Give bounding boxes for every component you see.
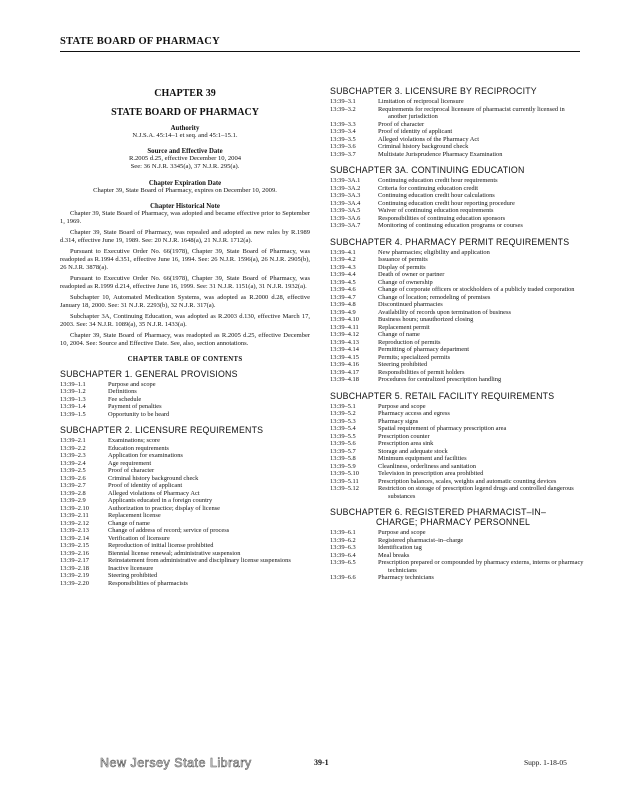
section-title: Alleged violations of the Pharmacy Act	[378, 135, 479, 143]
section-number: 13:39–2.10	[60, 504, 89, 512]
section-number: 13:39–2.18	[60, 564, 89, 572]
toc-entry[interactable]	[60, 467, 310, 475]
subchapter-block	[330, 507, 585, 582]
section-number: 13:39–4.8	[330, 301, 356, 308]
section-number: 13:39–5.5	[330, 432, 356, 440]
toc-entry[interactable]	[330, 346, 585, 354]
section-number: 13:39–1.3	[60, 395, 86, 403]
toc-entry[interactable]	[60, 490, 310, 498]
section-title: Proof of identity of applicant	[108, 482, 183, 490]
toc-entry[interactable]	[330, 463, 585, 471]
section-title: Alleged violations of Pharmacy Act	[108, 489, 200, 497]
section-title: Steering prohibited	[108, 572, 158, 580]
section-title: Prescription counter	[378, 432, 430, 440]
history-paragraph: Subchapter 3A, Continuing Education, was adopted as R.2003 d.130, effective March 17, 2003. See: 34 N.J.R. 1089(a), 35 N.J.R. 1433(a).	[60, 312, 310, 328]
toc-entry[interactable]	[330, 544, 585, 552]
section-number: 13:39–5.12	[330, 485, 359, 492]
toc-entry[interactable]	[60, 550, 310, 558]
subchapter-heading: SUBCHAPTER 3. LICENSURE BY RECIPROCITY	[330, 86, 537, 96]
section-title: Prescription balances, scales, weights and automatic counting devices	[378, 477, 557, 485]
toc-entry[interactable]	[330, 98, 585, 106]
toc-entry[interactable]	[330, 192, 585, 200]
toc-title: CHAPTER TABLE OF CONTENTS	[127, 355, 243, 363]
toc-entry[interactable]	[330, 354, 585, 362]
toc-entry[interactable]	[330, 552, 585, 560]
toc-entry[interactable]	[60, 475, 310, 483]
section-title: Change of location; remodeling of premises	[378, 293, 491, 301]
toc-entry[interactable]	[60, 452, 310, 460]
section-title: Restriction on storage of prescription legend drugs and controlled dangerous substances	[378, 485, 574, 500]
expiration-text: Chapter 39, State Board of Pharmacy, expires on December 10, 2009.	[93, 186, 277, 194]
section-number: 13:39–4.5	[330, 278, 356, 286]
section-title: Application for examinations	[108, 452, 183, 460]
toc-entry[interactable]	[330, 301, 585, 309]
toc-entry[interactable]	[60, 505, 310, 513]
toc-entry[interactable]	[330, 207, 585, 215]
toc-entry[interactable]	[330, 256, 585, 264]
section-title: Reproduction of initial license prohibited	[108, 542, 214, 550]
section-number: 13:39–4.9	[330, 308, 356, 316]
section-number: 13:39–2.2	[60, 444, 86, 452]
section-number: 13:39–2.5	[60, 467, 86, 475]
toc-entry[interactable]	[330, 215, 585, 223]
chapter-number: CHAPTER 39	[154, 88, 216, 99]
supplement-date: Supp. 1-18-05	[524, 758, 567, 767]
toc-entry[interactable]	[330, 537, 585, 545]
section-number: 13:39–4.1	[330, 248, 356, 256]
toc-entry[interactable]	[330, 177, 585, 185]
historical-notes	[60, 210, 310, 348]
section-title: Verification of licensure	[108, 534, 170, 542]
section-title: Responsibilities of pharmacists	[108, 579, 188, 587]
section-number: 13:39–5.9	[330, 462, 356, 470]
history-paragraph: Chapter 39, State Board of Pharmacy, was adopted and became effective prior to September 1, 1969.	[60, 209, 310, 225]
section-title: Cleanliness, orderliness and sanitation	[378, 462, 476, 470]
section-number: 13:39–2.7	[60, 482, 86, 490]
section-number: 13:39–4.4	[330, 271, 356, 278]
history-paragraph: Chapter 39, State Board of Pharmacy, was readopted as R.2005 d.25, effective December 10, 2004. See: Source and Effective Date. See, also, section annotations.	[60, 331, 310, 347]
subchapter-heading: SUBCHAPTER 2. LICENSURE REQUIREMENTS	[60, 425, 264, 436]
section-number: 13:39–2.13	[60, 527, 89, 535]
toc-entry[interactable]	[330, 485, 585, 500]
toc-entry[interactable]	[330, 249, 585, 257]
section-title: Storage and adequate stock	[378, 447, 448, 455]
toc-entry[interactable]	[60, 497, 310, 505]
section-number: 13:39–2.1	[60, 437, 86, 445]
section-number: 13:39–3.6	[330, 143, 356, 150]
section-title: Prescription prepared or compounded by pharmacy externs, interns or pharmacy technicians	[378, 559, 584, 574]
section-title: Continuing education credit hour reporting procedure	[378, 199, 515, 207]
section-title: Limitation of reciprocal licensure	[378, 98, 464, 105]
section-title: Inactive licensure	[108, 564, 154, 572]
section-title: Continuing education credit hour calculations	[378, 192, 495, 199]
section-title: Criteria for continuing education credit	[378, 184, 479, 192]
toc-entry[interactable]	[60, 512, 310, 520]
subchapter-block	[60, 425, 310, 587]
toc-entry[interactable]	[60, 445, 310, 453]
toc-entry[interactable]	[60, 572, 310, 580]
toc-entry[interactable]	[330, 455, 585, 463]
section-number: 13:39–3A.7	[330, 222, 361, 229]
section-number: 13:39–4.3	[330, 263, 356, 271]
toc-entry[interactable]	[330, 185, 585, 193]
toc-entry[interactable]	[330, 529, 585, 537]
toc-entry[interactable]	[60, 437, 310, 445]
toc-entry[interactable]	[330, 376, 585, 384]
section-number: 13:39–4.7	[330, 293, 356, 301]
section-title: Pharmacy signs	[378, 417, 419, 425]
section-number: 13:39–3.1	[330, 98, 356, 105]
section-title: Proof of identity of applicant	[378, 128, 453, 135]
toc-entry[interactable]	[60, 460, 310, 468]
section-number: 13:39–4.6	[330, 286, 356, 293]
section-number: 13:39–4.2	[330, 256, 356, 263]
subchapter-heading: SUBCHAPTER 5. RETAIL FACILITY REQUIREMENTS	[330, 390, 555, 401]
toc-entry[interactable]	[330, 136, 585, 144]
toc-entry[interactable]	[330, 200, 585, 208]
section-title: Reinstatement from administrative and disciplinary license suspensions	[108, 557, 291, 565]
subchapter-block	[60, 369, 310, 419]
section-title: Replacement license	[108, 512, 161, 520]
section-number: 13:39–5.2	[330, 410, 356, 417]
toc-entry[interactable]	[330, 143, 585, 151]
section-number: 13:39–6.6	[330, 574, 356, 581]
section-title: Discontinued pharmacies	[378, 301, 443, 308]
section-number: 13:39–2.14	[60, 534, 89, 542]
section-number: 13:39–4.11	[330, 323, 359, 331]
subchapter-block	[330, 165, 585, 230]
section-number: 13:39–3.5	[330, 135, 356, 143]
subchapter-block	[330, 237, 585, 384]
toc-entry[interactable]	[330, 559, 585, 574]
section-title: Permits; specialized permits	[378, 353, 451, 361]
section-number: 13:39–5.7	[330, 447, 356, 455]
toc-entry[interactable]	[330, 418, 585, 426]
section-number: 13:39–5.6	[330, 440, 356, 447]
section-number: 13:39–3A.5	[330, 207, 361, 214]
toc-entry[interactable]	[60, 557, 310, 565]
section-number: 13:39–2.8	[60, 489, 86, 497]
section-title: Payment of penalties	[108, 403, 162, 411]
toc-entry[interactable]	[330, 470, 585, 478]
toc-entry[interactable]	[330, 286, 585, 294]
authority-text: N.J.S.A. 45:14–1 et seq. and 45:1–15.1.	[132, 132, 238, 139]
section-number: 13:39–6.3	[330, 544, 356, 551]
section-number: 13:39–5.4	[330, 425, 356, 432]
section-number: 13:39–2.4	[60, 459, 86, 467]
section-title: Meal breaks	[378, 551, 410, 559]
section-title: Change of name	[378, 331, 420, 338]
history-paragraph: Pursuant to Executive Order No. 66(1978), Chapter 39, State Board of Pharmacy, was readopted as R.1994 d.351, effective June 16, 1994. See: 26 N.J.R. 1596(a), 26 N.J.R. 2905(b), 26 N.J.R. 3878(a).	[60, 247, 310, 271]
section-title: Purpose and scope	[378, 529, 426, 536]
toc-entry[interactable]	[60, 403, 310, 411]
section-title: Procedures for centralized prescription handling	[378, 376, 502, 383]
subchapter-heading: SUBCHAPTER 4. PHARMACY PERMIT REQUIREMENTS	[330, 236, 570, 247]
toc-entry[interactable]	[330, 309, 585, 317]
section-number: 13:39–5.1	[330, 402, 356, 410]
section-title: Fee schedule	[108, 395, 142, 403]
history-heading: Chapter Historical Note	[150, 202, 220, 210]
section-number: 13:39–4.10	[330, 316, 359, 323]
section-number: 13:39–6.5	[330, 559, 356, 566]
section-title: Permitting of pharmacy department	[378, 346, 470, 353]
section-title: Registered pharmacist–in–charge	[378, 536, 464, 544]
subchapter-heading: SUBCHAPTER 3A. CONTINUING EDUCATION	[330, 165, 525, 175]
history-paragraph: Subchapter 10, Automated Medication Systems, was adopted as R.2000 d.28, effective January 18, 2000. See: 31 N.J.R. 2293(b), 32 N.J.R. 317(a).	[60, 293, 310, 309]
toc-right	[330, 86, 585, 582]
section-number: 13:39–6.2	[330, 536, 356, 544]
toc-entry[interactable]	[60, 542, 310, 550]
toc-entry[interactable]	[330, 440, 585, 448]
toc-entry[interactable]	[330, 121, 585, 129]
section-number: 13:39–5.3	[330, 417, 356, 425]
history-paragraph: Pursuant to Executive Order No. 66(1978), Chapter 39, State Board of Pharmacy, was readopted as R.1999 d.214, effective June 16, 1999. See: 31 N.J.R. 1151(a), 31 N.J.R. 1932(a).	[60, 274, 310, 290]
section-title: Change of corporate officers or stockholders of a publicly traded corporation	[378, 286, 575, 293]
section-number: 13:39–2.19	[60, 572, 89, 580]
toc-entry[interactable]	[330, 433, 585, 441]
toc-entry[interactable]	[330, 324, 585, 332]
toc-entry[interactable]	[330, 106, 585, 121]
toc-left	[60, 369, 310, 588]
library-watermark: New Jersey State Library	[100, 756, 252, 770]
toc-entry[interactable]	[60, 396, 310, 404]
subchapter-block	[330, 86, 585, 158]
section-title: Proof of character	[108, 467, 155, 475]
toc-entry[interactable]	[330, 264, 585, 272]
toc-entry[interactable]	[60, 520, 310, 528]
section-number: 13:39–4.12	[330, 331, 359, 338]
section-title: Biennial license renewal; administrative suspension	[108, 549, 241, 557]
section-number: 13:39–1.4	[60, 403, 86, 411]
section-number: 13:39–4.14	[330, 346, 359, 353]
source-line-2: See: 36 N.J.R. 3345(a), 37 N.J.R. 295(a).	[130, 163, 240, 171]
history-paragraph: Chapter 39, State Board of Pharmacy, was repealed and adopted as new rules by R.1989 d.314, effective June 19, 1989. See: 20 N.J.R. 1648(a), 21 N.J.R. 1712(a).	[60, 228, 310, 244]
section-number: 13:39–1.1	[60, 380, 86, 388]
toc-entry[interactable]	[330, 222, 585, 230]
section-title: Display of permits	[378, 263, 426, 271]
section-title: Responsibilities of permit holders	[378, 368, 465, 376]
left-column	[60, 88, 310, 594]
toc-entry[interactable]	[60, 527, 310, 535]
section-number: 13:39–4.17	[330, 368, 359, 376]
toc-entry[interactable]	[60, 381, 310, 389]
section-number: 13:39–1.2	[60, 388, 86, 396]
section-title: Authorization to practice; display of license	[108, 504, 220, 512]
section-title: Television in prescription area prohibited	[378, 470, 484, 477]
section-number: 13:39–4.16	[330, 361, 359, 368]
section-number: 13:39–3A.3	[330, 192, 361, 199]
section-title: Monitoring of continuing education programs or courses	[378, 222, 523, 229]
section-number: 13:39–3A.1	[330, 177, 361, 184]
running-header: STATE BOARD OF PHARMACY	[60, 36, 220, 47]
toc-entry[interactable]	[330, 425, 585, 433]
toc-entry[interactable]	[60, 482, 310, 490]
toc-entry[interactable]	[330, 271, 585, 279]
expiration-heading: Chapter Expiration Date	[148, 179, 222, 187]
section-title: Pharmacy access and egress	[378, 410, 450, 417]
toc-entry[interactable]	[60, 411, 310, 419]
chapter-name: STATE BOARD OF PHARMACY	[111, 107, 259, 118]
section-number: 13:39–2.17	[60, 557, 89, 565]
toc-entry[interactable]	[330, 128, 585, 136]
section-number: 13:39–2.11	[60, 512, 89, 520]
section-title: Issuance of permits	[378, 256, 428, 263]
section-title: Availability of records upon termination of business	[378, 308, 511, 316]
section-title: Reproduction of permits	[378, 338, 441, 346]
toc-entry[interactable]	[60, 580, 310, 588]
toc-entry[interactable]	[330, 279, 585, 287]
subchapter-heading: SUBCHAPTER 1. GENERAL PROVISIONS	[60, 368, 238, 379]
section-title: Education requirements	[108, 444, 169, 452]
toc-entry[interactable]	[330, 316, 585, 324]
chapter-intro	[60, 88, 310, 210]
section-title: Criminal history background check	[108, 474, 199, 482]
section-number: 13:39–3A.2	[330, 184, 361, 192]
section-number: 13:39–5.8	[330, 455, 356, 462]
section-number: 13:39–3.7	[330, 150, 356, 158]
source-line-1: R.2005 d.25, effective December 10, 2004	[128, 155, 242, 163]
section-title: Criminal history background check	[378, 143, 469, 150]
toc-entry[interactable]	[330, 448, 585, 456]
section-number: 13:39–2.3	[60, 452, 86, 460]
section-title: Requirements for reciprocal licensure of pharmacist currently licensed in another jurisdiction	[378, 105, 565, 120]
section-number: 13:39–3.4	[330, 128, 356, 135]
section-number: 13:39–3A.4	[330, 199, 361, 207]
section-title: Applicants educated in a foreign country	[108, 497, 213, 505]
section-number: 13:39–4.13	[330, 338, 359, 346]
section-title: Proof of character	[378, 120, 425, 128]
section-number: 13:39–2.9	[60, 497, 86, 505]
section-title: Change of name	[108, 519, 150, 527]
toc-entry[interactable]	[330, 478, 585, 486]
toc-entry[interactable]	[330, 410, 585, 418]
section-number: 13:39–2.16	[60, 549, 89, 557]
section-title: Pharmacy technicians	[378, 574, 434, 581]
section-number: 13:39–5.10	[330, 470, 359, 477]
section-number: 13:39–3A.6	[330, 214, 361, 222]
section-title: Purpose and scope	[378, 402, 426, 410]
section-number: 13:39–2.12	[60, 519, 89, 527]
section-title: Prescription area sink	[378, 440, 434, 447]
toc-entry[interactable]	[330, 151, 585, 159]
section-title: Opportunity to be heard	[108, 410, 170, 418]
section-number: 13:39–4.18	[330, 376, 359, 383]
subchapter-block	[330, 391, 585, 501]
section-title: Change of ownership	[378, 278, 433, 286]
section-number: 13:39–1.5	[60, 410, 86, 418]
toc-entry[interactable]	[60, 565, 310, 573]
section-title: Business hours; unauthorized closing	[378, 316, 474, 323]
subchapter-heading: SUBCHAPTER 6. REGISTERED PHARMACIST–IN–CHARGE; PHARMACY PERSONNEL	[330, 507, 547, 527]
toc-entry[interactable]	[330, 339, 585, 347]
section-number: 13:39–3.2	[330, 105, 356, 113]
toc-entry[interactable]	[60, 535, 310, 543]
section-title: Multistate Jurisprudence Pharmacy Examination	[378, 150, 503, 158]
section-number: 13:39–6.1	[330, 529, 356, 536]
toc-entry[interactable]	[330, 294, 585, 302]
section-title: Examinations; score	[108, 437, 160, 445]
section-title: Purpose and scope	[108, 380, 156, 388]
section-number: 13:39–2.20	[60, 579, 89, 587]
section-title: Waiver of continuing education requirements	[378, 207, 494, 214]
toc-entry[interactable]	[330, 574, 585, 582]
section-title: Replacement permit	[378, 323, 430, 331]
section-title: Age requirement	[108, 459, 152, 467]
source-heading: Source and Effective Date	[147, 148, 223, 156]
page-number: 39-1	[314, 758, 329, 767]
section-number: 13:39–2.15	[60, 542, 89, 550]
section-number: 13:39–2.6	[60, 474, 86, 482]
section-title: Minimum equipment and facilities	[378, 455, 467, 462]
section-title: Steering prohibited	[378, 361, 428, 368]
section-title: Continuing education credit hour requirements	[378, 177, 498, 184]
section-title: New pharmacies; eligibility and application	[378, 248, 490, 256]
section-number: 13:39–3.3	[330, 120, 356, 128]
section-title: Death of owner or partner	[378, 271, 445, 278]
toc-entry[interactable]	[330, 369, 585, 377]
toc-entry[interactable]	[330, 361, 585, 369]
section-number: 13:39–6.4	[330, 551, 356, 559]
section-title: Identification tag	[378, 544, 422, 551]
toc-entry[interactable]	[330, 403, 585, 411]
section-title: Spatial requirement of pharmacy prescription area	[378, 425, 507, 432]
toc-entry[interactable]	[330, 331, 585, 339]
authority-heading: Authority	[170, 125, 200, 132]
section-number: 13:39–4.15	[330, 353, 359, 361]
toc-entry[interactable]	[60, 388, 310, 396]
header-rule	[60, 51, 580, 52]
section-title: Change of address of record; service of process	[108, 527, 230, 535]
section-title: Responsibilities of continuing education sponsors	[378, 214, 506, 222]
section-number: 13:39–5.11	[330, 477, 359, 485]
section-title: Definitions	[108, 388, 137, 396]
right-column	[330, 86, 585, 589]
